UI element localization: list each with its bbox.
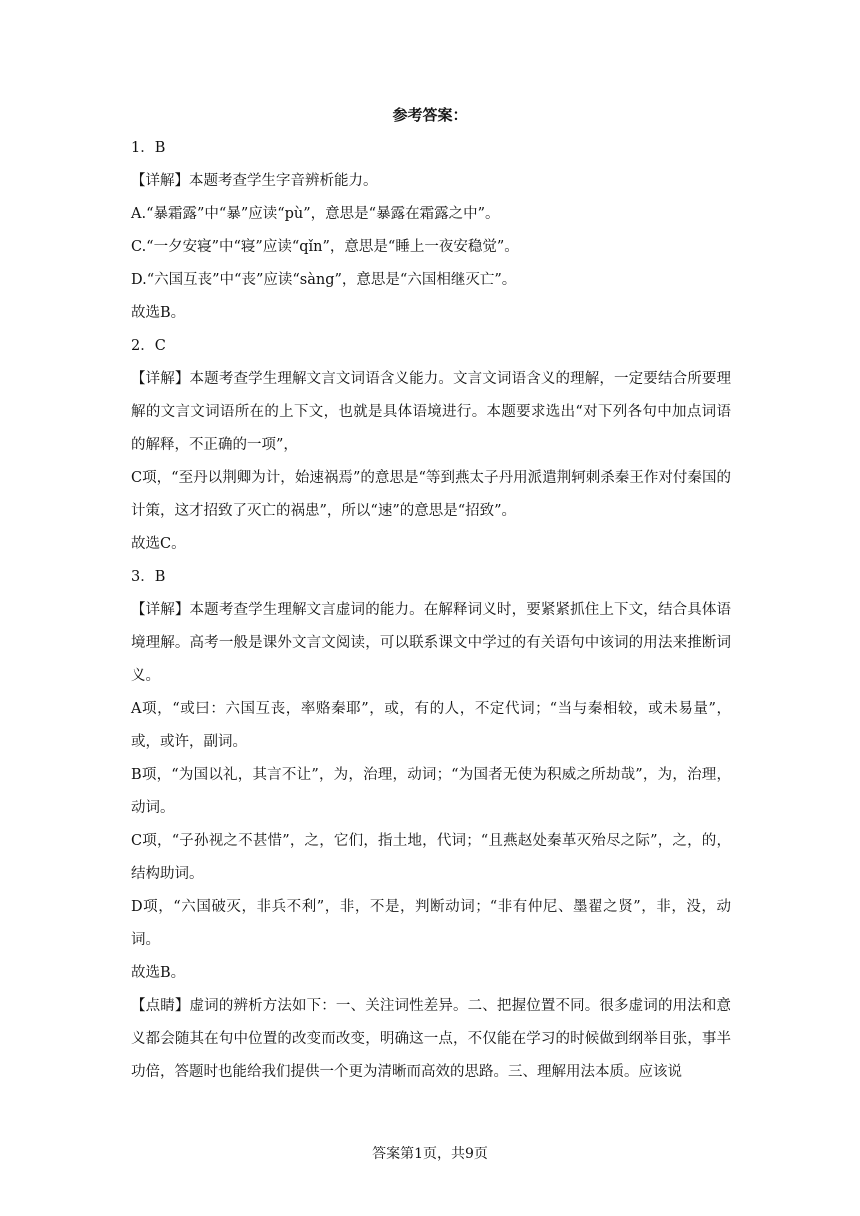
paragraph: 1．B — [131, 140, 166, 156]
paragraph: 【详解】本题考查学生字音辨析能力。 — [131, 173, 378, 189]
paragraph: C.“一夕安寝”中“寝”应读“qǐn”，意思是“睡上一夜安稳觉”。 — [131, 239, 519, 255]
paragraph: 【详解】本题考查学生理解文言虚词的能力。在解释词义时，要紧紧抓住上下文，结合具体语境理解。高考一般是课外文言文阅读，可以联系课文中学过的有关语句中该词的用法来推断词义。 — [131, 602, 731, 684]
paragraph: C项，“至丹以荆卿为计，始速祸焉”的意思是“等到燕太子丹用派遣荆轲刺杀秦王作对付秦国的计策，这才招致了灭亡的祸患”，所以“速”的意思是“招致”。 — [131, 470, 731, 519]
paragraph: 3．B — [131, 569, 166, 585]
paragraph: 2．C — [131, 338, 166, 354]
page-title: 参考答案： — [392, 106, 468, 124]
paragraph: 【详解】本题考查学生理解文言文词语含义能力。文言文词语含义的理解，一定要结合所要理解的文言文词语所在的上下文，也就是具体语境进行。本题要求选出“对下列各句中加点词语的解释，不正确的一项”， — [131, 371, 731, 453]
paragraph: A.“暴霜露”中“暴”应读“pù”，意思是“暴露在霜露之中”。 — [131, 206, 500, 222]
paragraph: 故选B。 — [131, 305, 186, 321]
answer-content — [131, 132, 731, 1089]
paragraph: C项，“子孙视之不甚惜”，之，它们，指土地，代词；“且燕赵处秦革灭殆尽之际”，之，的，结构助词。 — [131, 833, 731, 882]
paragraph: 故选B。 — [131, 965, 186, 981]
paragraph: D项，“六国破灭，非兵不利”，非，不是，判断动词；“非有仲尼、墨翟之贤”，非，没，动词。 — [131, 899, 731, 948]
paragraph: 【点睛】虚词的辨析方法如下：一、关注词性差异。二、把握位置不同。很多虚词的用法和意义都会随其在句中位置的改变而改变，明确这一点，不仅能在学习的时候做到纲举目张，事半功倍，答题时也能给我们提供一个更为清晰而高效的思路。三、理解用法本质。应该说 — [131, 998, 731, 1080]
paragraph: A项，“或曰：六国互丧，率赂秦耶”，或，有的人，不定代词；“当与秦相较，或未易量”，或，或许，副词。 — [131, 701, 731, 750]
paragraph: D.“六国互丧”中“丧”应读“sàng”，意思是“六国相继灭亡”。 — [131, 272, 517, 288]
paragraph: 故选C。 — [131, 536, 186, 552]
page-footer: 答案第1页，共9页 — [372, 1146, 488, 1162]
paragraph: B项，“为国以礼，其言不让”，为，治理，动词；“为国者无使为积威之所劫哉”，为，治理，动词。 — [131, 767, 731, 816]
